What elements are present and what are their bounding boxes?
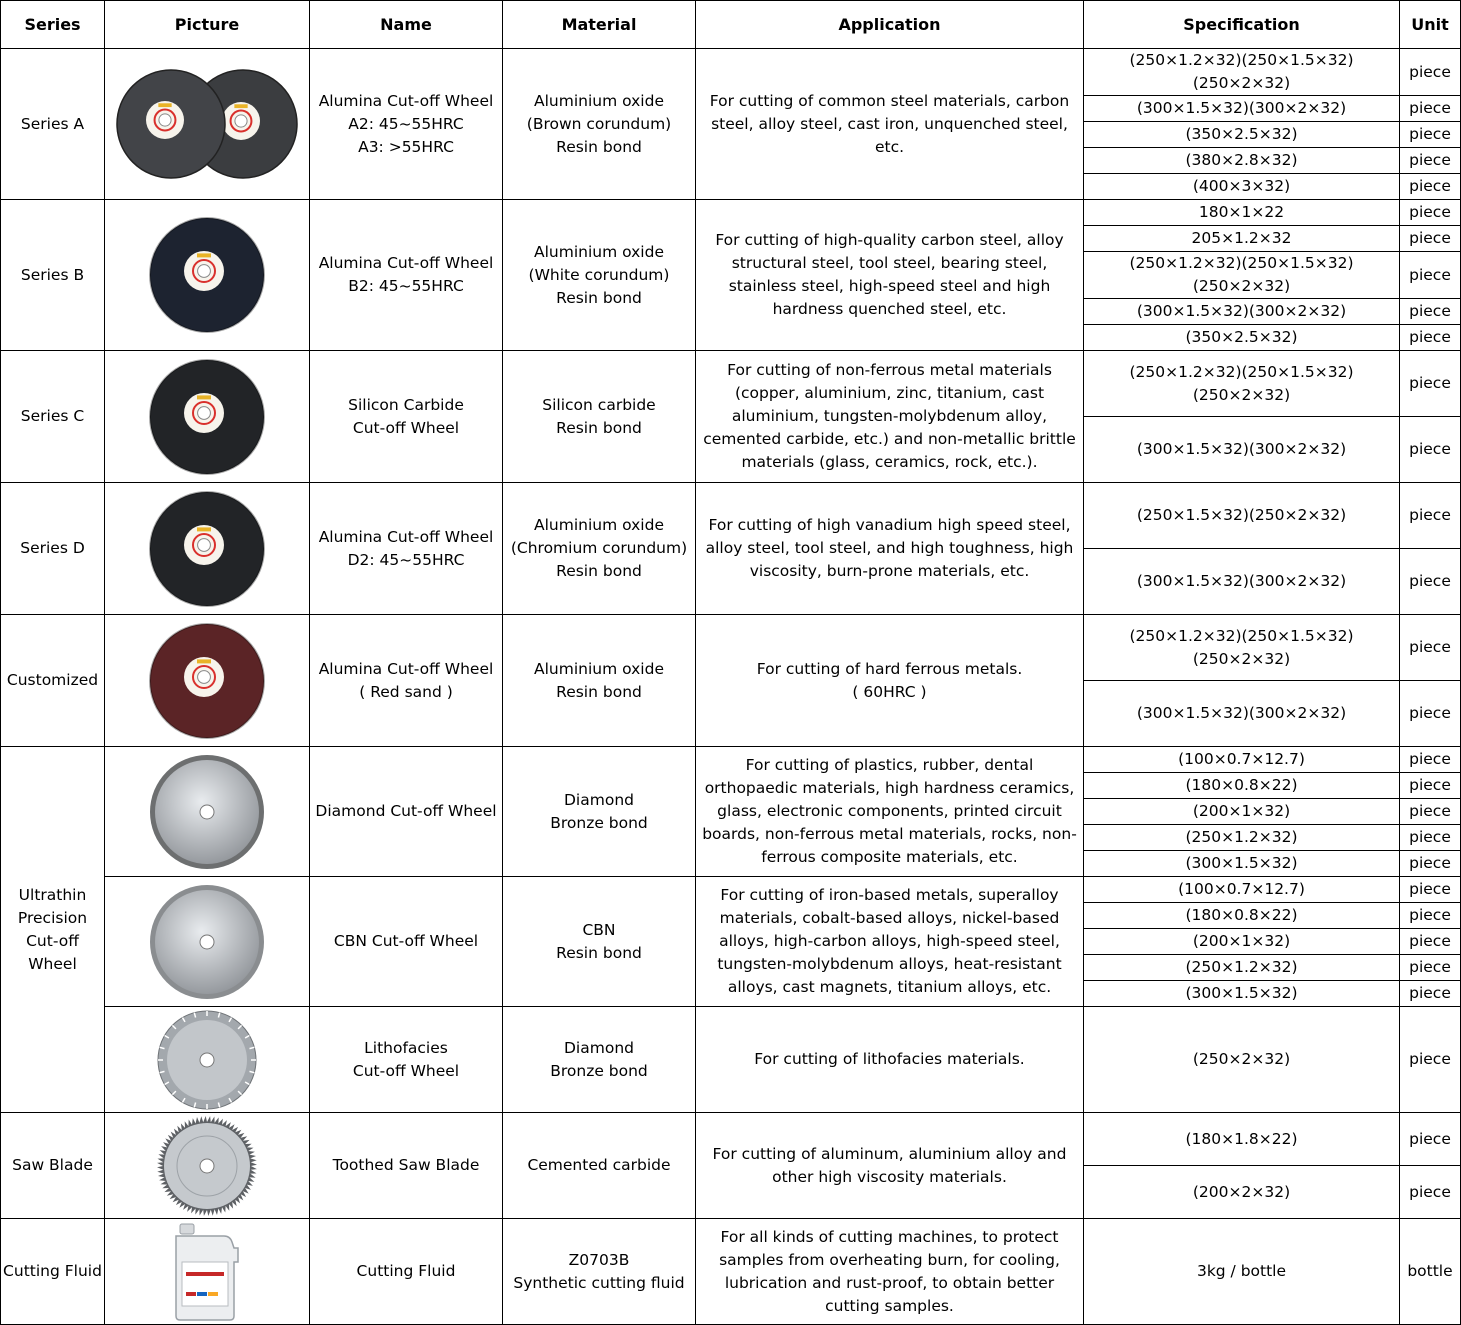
- material-cell: Cemented carbide: [503, 1113, 696, 1219]
- material-cell: CBN Resin bond: [503, 877, 696, 1007]
- specification-cell: (350×2.5×32): [1084, 325, 1400, 351]
- wheel-image: [105, 357, 309, 477]
- series-cell: Series A: [1, 49, 105, 200]
- specification-cell: (300×1.5×32)(300×2×32): [1084, 299, 1400, 325]
- wheel-image: [105, 1008, 309, 1112]
- material-cell: Aluminium oxide (Chromium corundum) Resin bond: [503, 483, 696, 615]
- material-cell: Aluminium oxide (White corundum) Resin bond: [503, 200, 696, 351]
- bottle-image: [105, 1222, 309, 1322]
- series-cell: Series D: [1, 483, 105, 615]
- unit-cell: piece: [1400, 615, 1461, 681]
- table-row: [1, 615, 1461, 681]
- unit-cell: piece: [1400, 929, 1461, 955]
- unit-cell: piece: [1400, 955, 1461, 981]
- series-cell: Cutting Fluid: [1, 1219, 105, 1325]
- header-application: Application: [696, 1, 1084, 49]
- unit-cell: piece: [1400, 903, 1461, 929]
- unit-cell: bottle: [1400, 1219, 1461, 1325]
- table-row: [1, 483, 1461, 549]
- picture-cell: [105, 615, 310, 747]
- application-cell: For cutting of aluminum, aluminium alloy and other high viscosity materials.: [696, 1113, 1084, 1219]
- name-cell: Toothed Saw Blade: [310, 1113, 503, 1219]
- application-cell: For cutting of plastics, rubber, dental orthopaedic materials, high hardness ceramics, glass, electronic components, printed circuit boards, non-ferrous metal materials, rocks, non-ferrous composite materials, etc.: [696, 747, 1084, 877]
- application-cell: For cutting of lithofacies materials.: [696, 1007, 1084, 1113]
- unit-cell: piece: [1400, 549, 1461, 615]
- specification-cell: 3kg / bottle: [1084, 1219, 1400, 1325]
- material-cell: Diamond Bronze bond: [503, 1007, 696, 1113]
- material-cell: Aluminium oxide (Brown corundum) Resin bond: [503, 49, 696, 200]
- specification-cell: (300×1.5×32): [1084, 851, 1400, 877]
- application-cell: For cutting of hard ferrous metals. ( 60HRC ): [696, 615, 1084, 747]
- name-cell: CBN Cut-off Wheel: [310, 877, 503, 1007]
- picture-cell: [105, 877, 310, 1007]
- table-row: [1, 877, 1461, 903]
- unit-cell: piece: [1400, 483, 1461, 549]
- material-cell: Silicon carbide Resin bond: [503, 351, 696, 483]
- name-cell: Alumina Cut-off Wheel A2: 45~55HRC A3: >55HRC: [310, 49, 503, 200]
- unit-cell: piece: [1400, 1113, 1461, 1166]
- unit-cell: piece: [1400, 825, 1461, 851]
- unit-cell: piece: [1400, 174, 1461, 200]
- picture-cell: [105, 200, 310, 351]
- unit-cell: piece: [1400, 122, 1461, 148]
- unit-cell: piece: [1400, 747, 1461, 773]
- series-cell: Ultrathin Precision Cut-off Wheel: [1, 747, 105, 1113]
- unit-cell: piece: [1400, 799, 1461, 825]
- table-row: [1, 1113, 1461, 1166]
- name-cell: Alumina Cut-off Wheel B2: 45~55HRC: [310, 200, 503, 351]
- specification-cell: (300×1.5×32)(300×2×32): [1084, 549, 1400, 615]
- specification-cell: (250×1.2×32)(250×1.5×32)(250×2×32): [1084, 252, 1400, 299]
- table-row: [1, 1007, 1461, 1113]
- specification-cell: (180×0.8×22): [1084, 903, 1400, 929]
- specification-cell: (180×1.8×22): [1084, 1113, 1400, 1166]
- picture-cell: [105, 483, 310, 615]
- table-row: [1, 351, 1461, 417]
- picture-cell: [105, 1219, 310, 1325]
- unit-cell: piece: [1400, 417, 1461, 483]
- name-cell: Alumina Cut-off Wheel D2: 45~55HRC: [310, 483, 503, 615]
- name-cell: Alumina Cut-off Wheel ( Red sand ): [310, 615, 503, 747]
- specification-cell: (250×1.2×32)(250×1.5×32)(250×2×32): [1084, 615, 1400, 681]
- wheel-image: [105, 489, 309, 609]
- specification-cell: (200×1×32): [1084, 929, 1400, 955]
- unit-cell: piece: [1400, 1166, 1461, 1219]
- material-cell: Aluminium oxide Resin bond: [503, 615, 696, 747]
- specification-cell: 180×1×22: [1084, 200, 1400, 226]
- specification-cell: (300×1.5×32)(300×2×32): [1084, 681, 1400, 747]
- specification-cell: (250×1.2×32): [1084, 825, 1400, 851]
- unit-cell: piece: [1400, 681, 1461, 747]
- material-cell: Z0703B Synthetic cutting fluid: [503, 1219, 696, 1325]
- header-material: Material: [503, 1, 696, 49]
- specification-cell: (200×2×32): [1084, 1166, 1400, 1219]
- name-cell: Lithofacies Cut-off Wheel: [310, 1007, 503, 1113]
- wheel-image: [105, 68, 309, 180]
- header-picture: Picture: [105, 1, 310, 49]
- wheel-image: [105, 621, 309, 741]
- series-cell: Series C: [1, 351, 105, 483]
- specification-cell: (250×1.2×32): [1084, 955, 1400, 981]
- specification-cell: (300×1.5×32)(300×2×32): [1084, 417, 1400, 483]
- picture-cell: [105, 1007, 310, 1113]
- name-cell: Diamond Cut-off Wheel: [310, 747, 503, 877]
- wheel-image: [105, 752, 309, 872]
- application-cell: For cutting of common steel materials, carbon steel, alloy steel, cast iron, unquenched steel, etc.: [696, 49, 1084, 200]
- specification-cell: (400×3×32): [1084, 174, 1400, 200]
- unit-cell: piece: [1400, 299, 1461, 325]
- specification-cell: 205×1.2×32: [1084, 226, 1400, 252]
- unit-cell: piece: [1400, 200, 1461, 226]
- specification-cell: (350×2.5×32): [1084, 122, 1400, 148]
- picture-cell: [105, 1113, 310, 1219]
- unit-cell: piece: [1400, 325, 1461, 351]
- unit-cell: piece: [1400, 252, 1461, 299]
- table-row: [1, 200, 1461, 226]
- unit-cell: piece: [1400, 1007, 1461, 1113]
- specification-cell: (250×2×32): [1084, 1007, 1400, 1113]
- material-cell: Diamond Bronze bond: [503, 747, 696, 877]
- picture-cell: [105, 351, 310, 483]
- specification-cell: (180×0.8×22): [1084, 773, 1400, 799]
- specification-cell: (380×2.8×32): [1084, 148, 1400, 174]
- header-unit: Unit: [1400, 1, 1461, 49]
- specification-cell: (250×1.2×32)(250×1.5×32)(250×2×32): [1084, 351, 1400, 417]
- unit-cell: piece: [1400, 851, 1461, 877]
- table-row: [1, 49, 1461, 96]
- header-series: Series: [1, 1, 105, 49]
- unit-cell: piece: [1400, 877, 1461, 903]
- unit-cell: piece: [1400, 773, 1461, 799]
- application-cell: For cutting of high vanadium high speed steel, alloy steel, tool steel, and high toughness, high viscosity, burn-prone materials, etc.: [696, 483, 1084, 615]
- wheel-image: [105, 215, 309, 335]
- picture-cell: [105, 49, 310, 200]
- header-specification: Specification: [1084, 1, 1400, 49]
- unit-cell: piece: [1400, 49, 1461, 96]
- specification-cell: (300×1.5×32): [1084, 981, 1400, 1007]
- unit-cell: piece: [1400, 96, 1461, 122]
- unit-cell: piece: [1400, 226, 1461, 252]
- application-cell: For cutting of high-quality carbon steel, alloy structural steel, tool steel, bearing steel, stainless steel, high-speed steel and high hardness quenched steel, etc.: [696, 200, 1084, 351]
- wheel-image: [105, 1114, 309, 1218]
- series-cell: Customized: [1, 615, 105, 747]
- table-row: [1, 747, 1461, 773]
- specification-cell: (100×0.7×12.7): [1084, 747, 1400, 773]
- unit-cell: piece: [1400, 148, 1461, 174]
- specification-cell: (100×0.7×12.7): [1084, 877, 1400, 903]
- specification-cell: (250×1.2×32)(250×1.5×32)(250×2×32): [1084, 49, 1400, 96]
- unit-cell: piece: [1400, 981, 1461, 1007]
- specification-cell: (200×1×32): [1084, 799, 1400, 825]
- application-cell: For cutting of non-ferrous metal materials (copper, aluminium, zinc, titanium, cast aluminium, tungsten-molybdenum alloy, cemented carbide, etc.) and non-metallic brittle materials (glass, ceramics, rock, etc.).: [696, 351, 1084, 483]
- name-cell: Silicon Carbide Cut-off Wheel: [310, 351, 503, 483]
- name-cell: Cutting Fluid: [310, 1219, 503, 1325]
- series-cell: Series B: [1, 200, 105, 351]
- header-name: Name: [310, 1, 503, 49]
- series-cell: Saw Blade: [1, 1113, 105, 1219]
- specification-cell: (300×1.5×32)(300×2×32): [1084, 96, 1400, 122]
- unit-cell: piece: [1400, 351, 1461, 417]
- picture-cell: [105, 747, 310, 877]
- application-cell: For all kinds of cutting machines, to protect samples from overheating burn, for cooling, lubrication and rust-proof, to obtain better cutting samples.: [696, 1219, 1084, 1325]
- header-row: [1, 1, 1461, 49]
- specification-cell: (250×1.5×32)(250×2×32): [1084, 483, 1400, 549]
- application-cell: For cutting of iron-based metals, superalloy materials, cobalt-based alloys, nickel-based alloys, high-carbon alloys, high-speed steel, tungsten-molybdenum alloys, heat-resistant alloys, cast magnets, titanium alloys, etc.: [696, 877, 1084, 1007]
- wheel-image: [105, 882, 309, 1002]
- table-row: [1, 1219, 1461, 1325]
